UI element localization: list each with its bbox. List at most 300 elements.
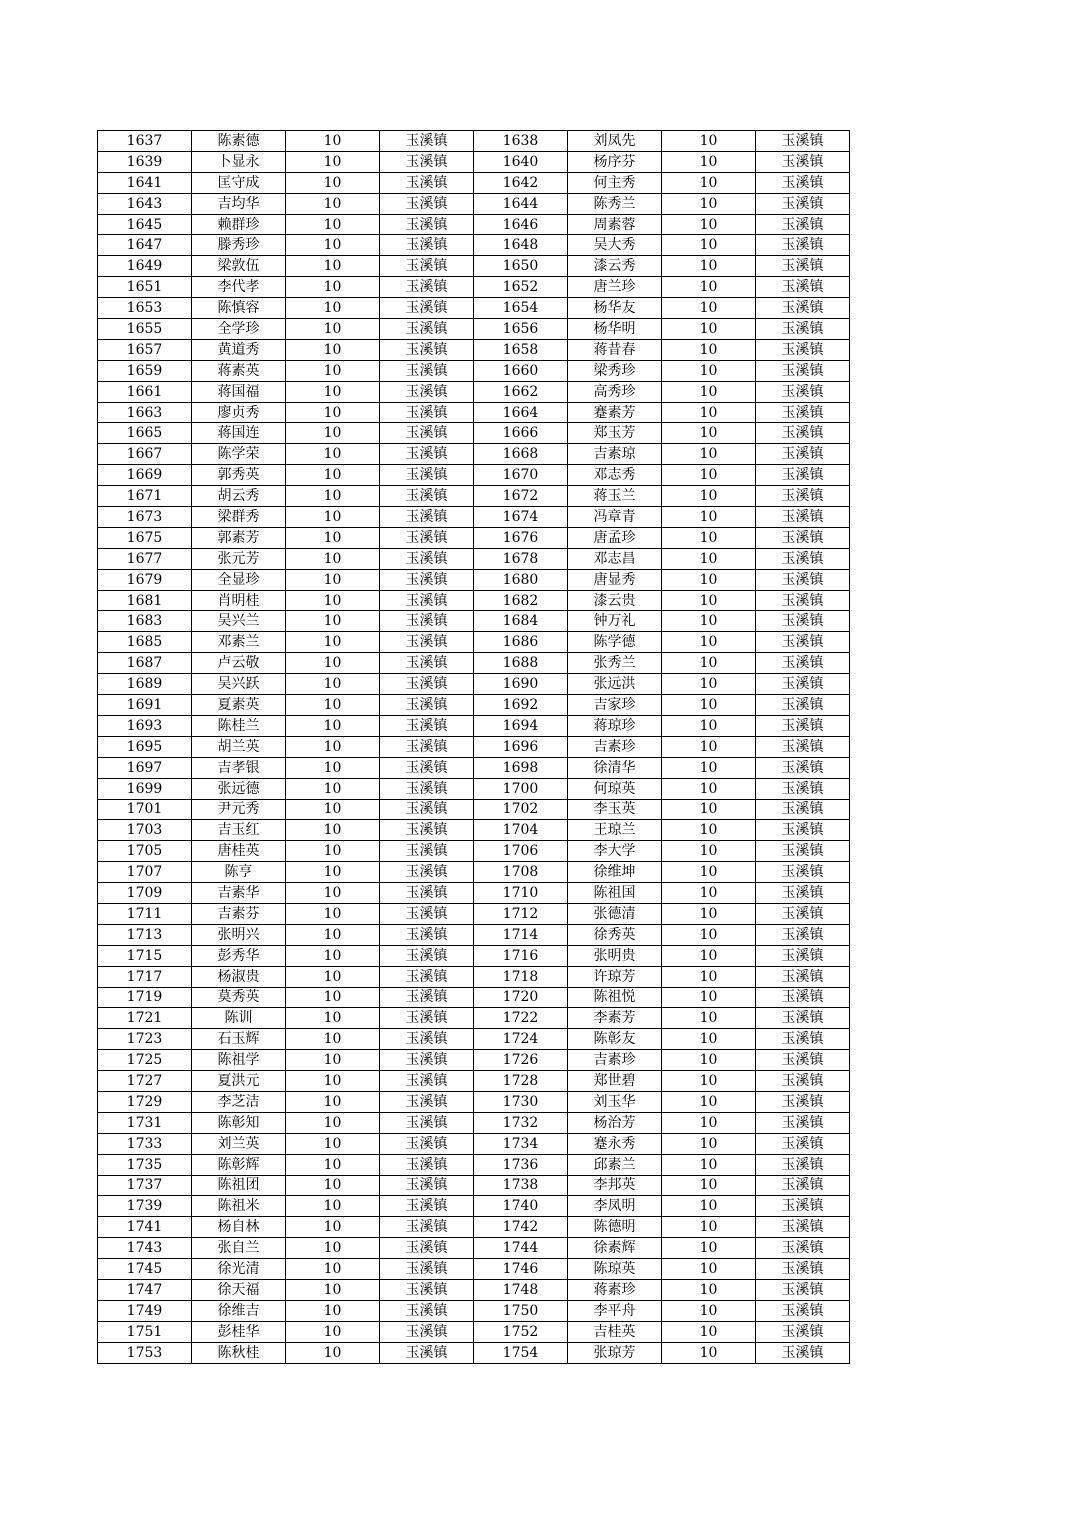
town-cell: 玉溪镇 — [380, 527, 474, 548]
table-row — [98, 778, 850, 799]
amount-cell: 10 — [662, 319, 756, 340]
record-number-cell: 1714 — [474, 924, 568, 945]
town-cell: 玉溪镇 — [756, 1091, 850, 1112]
table-row — [98, 1154, 850, 1175]
town-cell: 玉溪镇 — [756, 590, 850, 611]
record-number-cell: 1671 — [98, 486, 192, 507]
record-number-cell: 1754 — [474, 1342, 568, 1363]
amount-cell: 10 — [662, 486, 756, 507]
town-cell: 玉溪镇 — [756, 945, 850, 966]
person-name-cell: 徐天福 — [192, 1279, 286, 1300]
record-number-cell: 1730 — [474, 1091, 568, 1112]
record-number-cell: 1655 — [98, 319, 192, 340]
person-name-cell: 夏素英 — [192, 695, 286, 716]
person-name-cell: 徐维坤 — [568, 862, 662, 883]
amount-cell: 10 — [662, 1175, 756, 1196]
amount-cell: 10 — [286, 820, 380, 841]
amount-cell: 10 — [662, 883, 756, 904]
amount-cell: 10 — [662, 235, 756, 256]
amount-cell: 10 — [286, 1238, 380, 1259]
record-number-cell: 1688 — [474, 653, 568, 674]
table-row — [98, 1133, 850, 1154]
amount-cell: 10 — [286, 381, 380, 402]
town-cell: 玉溪镇 — [756, 465, 850, 486]
person-name-cell: 梁秀珍 — [568, 360, 662, 381]
person-name-cell: 陈学荣 — [192, 444, 286, 465]
person-name-cell: 徐维吉 — [192, 1300, 286, 1321]
amount-cell: 10 — [662, 527, 756, 548]
person-name-cell: 陈桂兰 — [192, 715, 286, 736]
town-cell: 玉溪镇 — [380, 966, 474, 987]
record-number-cell: 1743 — [98, 1238, 192, 1259]
town-cell: 玉溪镇 — [756, 757, 850, 778]
table-row — [98, 1029, 850, 1050]
amount-cell: 10 — [662, 444, 756, 465]
table-row — [98, 381, 850, 402]
person-name-cell: 王琼兰 — [568, 820, 662, 841]
table-row — [98, 172, 850, 193]
record-number-cell: 1699 — [98, 778, 192, 799]
town-cell: 玉溪镇 — [756, 736, 850, 757]
record-number-cell: 1669 — [98, 465, 192, 486]
record-number-cell: 1718 — [474, 966, 568, 987]
record-number-cell: 1740 — [474, 1196, 568, 1217]
amount-cell: 10 — [662, 256, 756, 277]
amount-cell: 10 — [286, 339, 380, 360]
table-row — [98, 193, 850, 214]
person-name-cell: 陈祖悦 — [568, 987, 662, 1008]
table-row — [98, 820, 850, 841]
town-cell: 玉溪镇 — [380, 674, 474, 695]
amount-cell: 10 — [662, 1279, 756, 1300]
town-cell: 玉溪镇 — [756, 277, 850, 298]
person-name-cell: 廖贞秀 — [192, 402, 286, 423]
record-number-cell: 1702 — [474, 799, 568, 820]
town-cell: 玉溪镇 — [380, 757, 474, 778]
town-cell: 玉溪镇 — [756, 778, 850, 799]
record-number-cell: 1644 — [474, 193, 568, 214]
person-name-cell: 梁敦伍 — [192, 256, 286, 277]
person-name-cell: 蹇永秀 — [568, 1133, 662, 1154]
table-row — [98, 402, 850, 423]
town-cell: 玉溪镇 — [756, 987, 850, 1008]
table-row — [98, 903, 850, 924]
person-name-cell: 赖群珍 — [192, 214, 286, 235]
record-number-cell: 1695 — [98, 736, 192, 757]
amount-cell: 10 — [662, 214, 756, 235]
table-row — [98, 1342, 850, 1363]
person-name-cell: 陈琼英 — [568, 1259, 662, 1280]
town-cell: 玉溪镇 — [380, 1300, 474, 1321]
person-name-cell: 彭桂华 — [192, 1321, 286, 1342]
table-row — [98, 1279, 850, 1300]
person-name-cell: 刘兰英 — [192, 1133, 286, 1154]
table-row — [98, 548, 850, 569]
town-cell: 玉溪镇 — [380, 1050, 474, 1071]
town-cell: 玉溪镇 — [380, 214, 474, 235]
town-cell: 玉溪镇 — [380, 883, 474, 904]
person-name-cell: 徐秀英 — [568, 924, 662, 945]
table-row — [98, 1008, 850, 1029]
person-name-cell: 杨华友 — [568, 298, 662, 319]
roster-table-body — [98, 131, 850, 1364]
person-name-cell: 徐素辉 — [568, 1238, 662, 1259]
table-row — [98, 1300, 850, 1321]
amount-cell: 10 — [662, 736, 756, 757]
town-cell: 玉溪镇 — [380, 277, 474, 298]
person-name-cell: 蒋国福 — [192, 381, 286, 402]
record-number-cell: 1696 — [474, 736, 568, 757]
amount-cell: 10 — [286, 1342, 380, 1363]
amount-cell: 10 — [662, 339, 756, 360]
amount-cell: 10 — [286, 945, 380, 966]
town-cell: 玉溪镇 — [756, 862, 850, 883]
town-cell: 玉溪镇 — [756, 486, 850, 507]
town-cell: 玉溪镇 — [756, 444, 850, 465]
amount-cell: 10 — [662, 1300, 756, 1321]
person-name-cell: 彭秀华 — [192, 945, 286, 966]
amount-cell: 10 — [286, 653, 380, 674]
town-cell: 玉溪镇 — [756, 131, 850, 152]
town-cell: 玉溪镇 — [756, 423, 850, 444]
table-row — [98, 715, 850, 736]
amount-cell: 10 — [662, 131, 756, 152]
table-row — [98, 1217, 850, 1238]
record-number-cell: 1698 — [474, 757, 568, 778]
record-number-cell: 1667 — [98, 444, 192, 465]
town-cell: 玉溪镇 — [756, 1008, 850, 1029]
person-name-cell: 邓素兰 — [192, 632, 286, 653]
town-cell: 玉溪镇 — [756, 1238, 850, 1259]
table-row — [98, 799, 850, 820]
amount-cell: 10 — [286, 736, 380, 757]
amount-cell: 10 — [662, 653, 756, 674]
table-row — [98, 235, 850, 256]
town-cell: 玉溪镇 — [380, 632, 474, 653]
person-name-cell: 匡守成 — [192, 172, 286, 193]
town-cell: 玉溪镇 — [756, 1050, 850, 1071]
town-cell: 玉溪镇 — [380, 903, 474, 924]
town-cell: 玉溪镇 — [756, 1300, 850, 1321]
town-cell: 玉溪镇 — [380, 151, 474, 172]
town-cell: 玉溪镇 — [380, 1321, 474, 1342]
record-number-cell: 1720 — [474, 987, 568, 1008]
person-name-cell: 张远洪 — [568, 674, 662, 695]
record-number-cell: 1724 — [474, 1029, 568, 1050]
person-name-cell: 吴兴跃 — [192, 674, 286, 695]
town-cell: 玉溪镇 — [756, 235, 850, 256]
table-row — [98, 1238, 850, 1259]
person-name-cell: 张明兴 — [192, 924, 286, 945]
record-number-cell: 1704 — [474, 820, 568, 841]
amount-cell: 10 — [286, 924, 380, 945]
record-number-cell: 1656 — [474, 319, 568, 340]
person-name-cell: 陈秀兰 — [568, 193, 662, 214]
amount-cell: 10 — [662, 193, 756, 214]
person-name-cell: 胡云秀 — [192, 486, 286, 507]
amount-cell: 10 — [286, 903, 380, 924]
town-cell: 玉溪镇 — [380, 298, 474, 319]
amount-cell: 10 — [286, 883, 380, 904]
record-number-cell: 1679 — [98, 569, 192, 590]
record-number-cell: 1664 — [474, 402, 568, 423]
amount-cell: 10 — [286, 131, 380, 152]
town-cell: 玉溪镇 — [380, 381, 474, 402]
person-name-cell: 吉均华 — [192, 193, 286, 214]
person-name-cell: 何琼英 — [568, 778, 662, 799]
person-name-cell: 肖明桂 — [192, 590, 286, 611]
town-cell: 玉溪镇 — [380, 465, 474, 486]
town-cell: 玉溪镇 — [756, 1196, 850, 1217]
person-name-cell: 蹇素芳 — [568, 402, 662, 423]
record-number-cell: 1666 — [474, 423, 568, 444]
amount-cell: 10 — [662, 298, 756, 319]
record-number-cell: 1725 — [98, 1050, 192, 1071]
record-number-cell: 1650 — [474, 256, 568, 277]
town-cell: 玉溪镇 — [380, 987, 474, 1008]
person-name-cell: 陈训 — [192, 1008, 286, 1029]
town-cell: 玉溪镇 — [380, 841, 474, 862]
town-cell: 玉溪镇 — [380, 1133, 474, 1154]
amount-cell: 10 — [286, 172, 380, 193]
town-cell: 玉溪镇 — [380, 924, 474, 945]
amount-cell: 10 — [662, 507, 756, 528]
amount-cell: 10 — [662, 1217, 756, 1238]
amount-cell: 10 — [662, 924, 756, 945]
town-cell: 玉溪镇 — [380, 590, 474, 611]
town-cell: 玉溪镇 — [756, 903, 850, 924]
person-name-cell: 杨治芳 — [568, 1112, 662, 1133]
record-number-cell: 1733 — [98, 1133, 192, 1154]
roster-table — [97, 130, 850, 1364]
amount-cell: 10 — [662, 757, 756, 778]
amount-cell: 10 — [662, 778, 756, 799]
town-cell: 玉溪镇 — [380, 820, 474, 841]
record-number-cell: 1700 — [474, 778, 568, 799]
record-number-cell: 1731 — [98, 1112, 192, 1133]
amount-cell: 10 — [286, 590, 380, 611]
amount-cell: 10 — [662, 966, 756, 987]
town-cell: 玉溪镇 — [380, 653, 474, 674]
person-name-cell: 徐光清 — [192, 1259, 286, 1280]
table-row — [98, 966, 850, 987]
record-number-cell: 1639 — [98, 151, 192, 172]
record-number-cell: 1643 — [98, 193, 192, 214]
record-number-cell: 1662 — [474, 381, 568, 402]
amount-cell: 10 — [286, 151, 380, 172]
record-number-cell: 1749 — [98, 1300, 192, 1321]
person-name-cell: 吉桂英 — [568, 1321, 662, 1342]
amount-cell: 10 — [286, 799, 380, 820]
town-cell: 玉溪镇 — [756, 527, 850, 548]
person-name-cell: 陈亨 — [192, 862, 286, 883]
record-number-cell: 1732 — [474, 1112, 568, 1133]
town-cell: 玉溪镇 — [756, 172, 850, 193]
person-name-cell: 陈彰辉 — [192, 1154, 286, 1175]
person-name-cell: 李代孝 — [192, 277, 286, 298]
amount-cell: 10 — [286, 862, 380, 883]
record-number-cell: 1735 — [98, 1154, 192, 1175]
record-number-cell: 1712 — [474, 903, 568, 924]
town-cell: 玉溪镇 — [756, 674, 850, 695]
amount-cell: 10 — [286, 256, 380, 277]
person-name-cell: 邱素兰 — [568, 1154, 662, 1175]
table-row — [98, 360, 850, 381]
person-name-cell: 滕秀珍 — [192, 235, 286, 256]
amount-cell: 10 — [662, 1050, 756, 1071]
town-cell: 玉溪镇 — [756, 1279, 850, 1300]
town-cell: 玉溪镇 — [756, 1154, 850, 1175]
town-cell: 玉溪镇 — [380, 548, 474, 569]
record-number-cell: 1748 — [474, 1279, 568, 1300]
town-cell: 玉溪镇 — [380, 444, 474, 465]
record-number-cell: 1651 — [98, 277, 192, 298]
record-number-cell: 1752 — [474, 1321, 568, 1342]
person-name-cell: 许琼芳 — [568, 966, 662, 987]
record-number-cell: 1737 — [98, 1175, 192, 1196]
town-cell: 玉溪镇 — [756, 883, 850, 904]
table-row — [98, 924, 850, 945]
town-cell: 玉溪镇 — [380, 1196, 474, 1217]
record-number-cell: 1734 — [474, 1133, 568, 1154]
amount-cell: 10 — [662, 695, 756, 716]
amount-cell: 10 — [662, 715, 756, 736]
record-number-cell: 1663 — [98, 402, 192, 423]
table-row — [98, 945, 850, 966]
town-cell: 玉溪镇 — [756, 1071, 850, 1092]
person-name-cell: 胡兰英 — [192, 736, 286, 757]
record-number-cell: 1709 — [98, 883, 192, 904]
record-number-cell: 1728 — [474, 1071, 568, 1092]
amount-cell: 10 — [286, 277, 380, 298]
person-name-cell: 吉素华 — [192, 883, 286, 904]
table-row — [98, 883, 850, 904]
person-name-cell: 郭素芳 — [192, 527, 286, 548]
amount-cell: 10 — [286, 757, 380, 778]
town-cell: 玉溪镇 — [380, 339, 474, 360]
record-number-cell: 1745 — [98, 1259, 192, 1280]
table-row — [98, 695, 850, 716]
town-cell: 玉溪镇 — [756, 1259, 850, 1280]
amount-cell: 10 — [662, 423, 756, 444]
record-number-cell: 1741 — [98, 1217, 192, 1238]
record-number-cell: 1705 — [98, 841, 192, 862]
amount-cell: 10 — [662, 277, 756, 298]
person-name-cell: 张明贵 — [568, 945, 662, 966]
record-number-cell: 1726 — [474, 1050, 568, 1071]
amount-cell: 10 — [286, 1175, 380, 1196]
town-cell: 玉溪镇 — [380, 862, 474, 883]
amount-cell: 10 — [286, 319, 380, 340]
record-number-cell: 1653 — [98, 298, 192, 319]
record-number-cell: 1686 — [474, 632, 568, 653]
table-row — [98, 590, 850, 611]
amount-cell: 10 — [286, 235, 380, 256]
table-row — [98, 1071, 850, 1092]
amount-cell: 10 — [662, 402, 756, 423]
amount-cell: 10 — [286, 1133, 380, 1154]
record-number-cell: 1685 — [98, 632, 192, 653]
record-number-cell: 1680 — [474, 569, 568, 590]
record-number-cell: 1641 — [98, 172, 192, 193]
table-row — [98, 131, 850, 152]
record-number-cell: 1676 — [474, 527, 568, 548]
record-number-cell: 1678 — [474, 548, 568, 569]
record-number-cell: 1661 — [98, 381, 192, 402]
town-cell: 玉溪镇 — [756, 653, 850, 674]
amount-cell: 10 — [286, 1196, 380, 1217]
town-cell: 玉溪镇 — [756, 632, 850, 653]
record-number-cell: 1723 — [98, 1029, 192, 1050]
town-cell: 玉溪镇 — [380, 736, 474, 757]
record-number-cell: 1744 — [474, 1238, 568, 1259]
table-row — [98, 319, 850, 340]
person-name-cell: 全显珍 — [192, 569, 286, 590]
person-name-cell: 李平舟 — [568, 1300, 662, 1321]
town-cell: 玉溪镇 — [380, 172, 474, 193]
record-number-cell: 1660 — [474, 360, 568, 381]
record-number-cell: 1689 — [98, 674, 192, 695]
person-name-cell: 陈彰友 — [568, 1029, 662, 1050]
town-cell: 玉溪镇 — [380, 778, 474, 799]
town-cell: 玉溪镇 — [756, 193, 850, 214]
person-name-cell: 何主秀 — [568, 172, 662, 193]
record-number-cell: 1693 — [98, 715, 192, 736]
amount-cell: 10 — [286, 966, 380, 987]
table-row — [98, 987, 850, 1008]
amount-cell: 10 — [286, 611, 380, 632]
record-number-cell: 1729 — [98, 1091, 192, 1112]
town-cell: 玉溪镇 — [380, 1091, 474, 1112]
town-cell: 玉溪镇 — [756, 966, 850, 987]
town-cell: 玉溪镇 — [756, 1342, 850, 1363]
person-name-cell: 李素芳 — [568, 1008, 662, 1029]
town-cell: 玉溪镇 — [756, 214, 850, 235]
table-row — [98, 611, 850, 632]
amount-cell: 10 — [286, 569, 380, 590]
record-number-cell: 1665 — [98, 423, 192, 444]
amount-cell: 10 — [286, 465, 380, 486]
town-cell: 玉溪镇 — [380, 1217, 474, 1238]
record-number-cell: 1722 — [474, 1008, 568, 1029]
person-name-cell: 邓志昌 — [568, 548, 662, 569]
town-cell: 玉溪镇 — [756, 360, 850, 381]
table-row — [98, 507, 850, 528]
town-cell: 玉溪镇 — [756, 1133, 850, 1154]
record-number-cell: 1708 — [474, 862, 568, 883]
amount-cell: 10 — [286, 193, 380, 214]
person-name-cell: 刘凤先 — [568, 131, 662, 152]
town-cell: 玉溪镇 — [380, 402, 474, 423]
town-cell: 玉溪镇 — [756, 298, 850, 319]
table-row — [98, 1196, 850, 1217]
person-name-cell: 唐桂英 — [192, 841, 286, 862]
record-number-cell: 1713 — [98, 924, 192, 945]
record-number-cell: 1742 — [474, 1217, 568, 1238]
town-cell: 玉溪镇 — [380, 1259, 474, 1280]
person-name-cell: 吴兴兰 — [192, 611, 286, 632]
table-row — [98, 841, 850, 862]
person-name-cell: 杨华明 — [568, 319, 662, 340]
person-name-cell: 尹元秀 — [192, 799, 286, 820]
amount-cell: 10 — [662, 611, 756, 632]
town-cell: 玉溪镇 — [756, 799, 850, 820]
record-number-cell: 1648 — [474, 235, 568, 256]
town-cell: 玉溪镇 — [756, 715, 850, 736]
amount-cell: 10 — [286, 1008, 380, 1029]
record-number-cell: 1673 — [98, 507, 192, 528]
record-number-cell: 1659 — [98, 360, 192, 381]
